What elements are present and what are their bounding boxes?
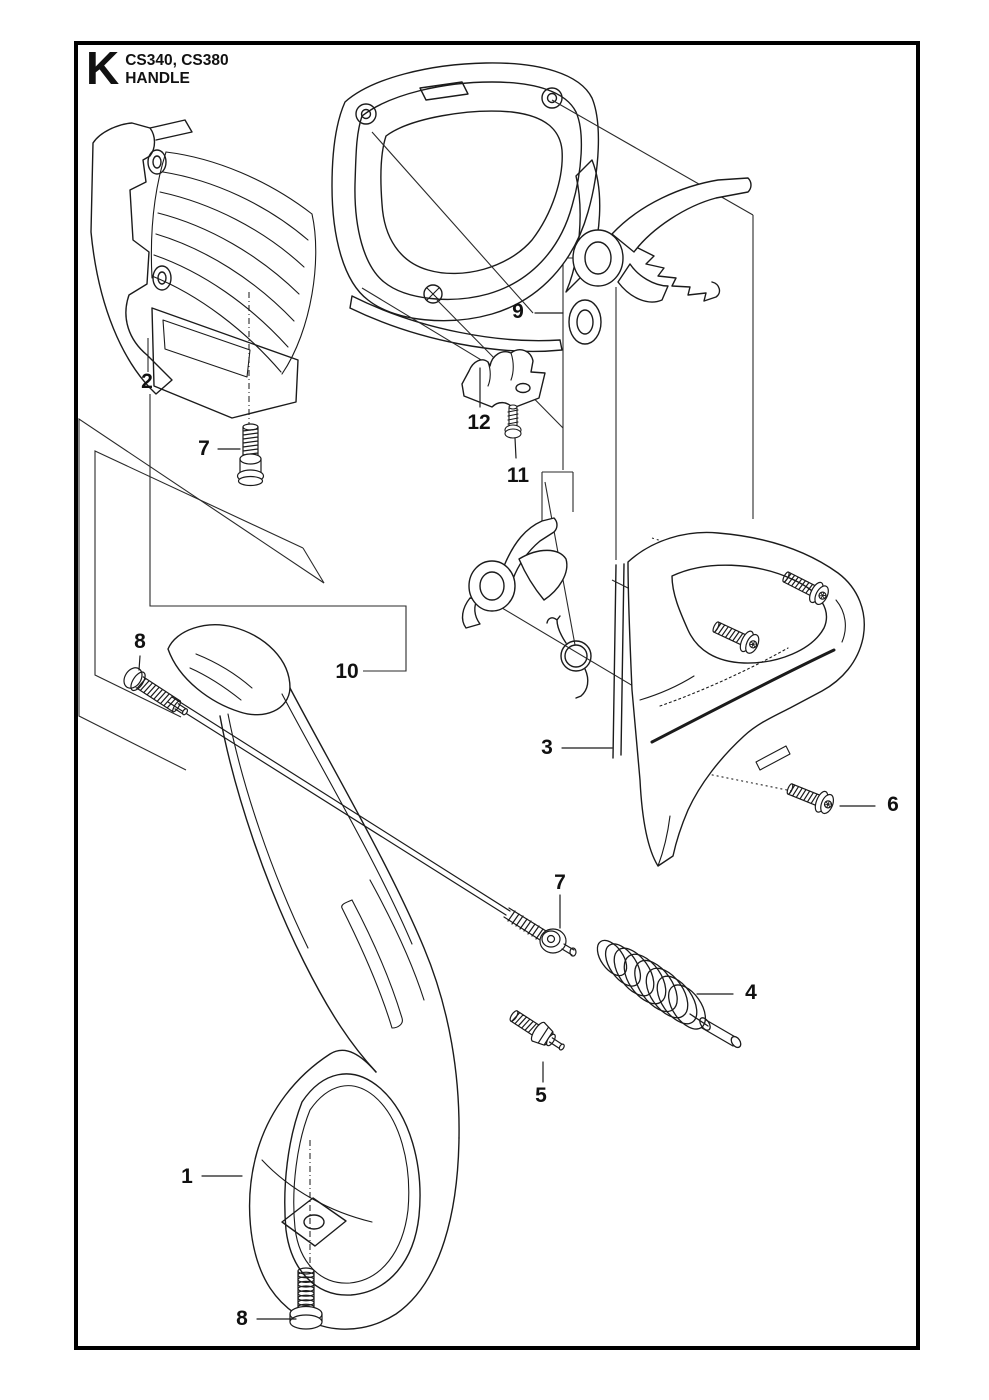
screw-7-drawing [238,424,264,486]
bolt-drawing [506,1005,570,1057]
callout-1: 1 [181,1165,193,1188]
callout-6: 6 [887,793,899,816]
callout-7b: 7 [554,871,566,894]
top-cover-drawing [332,63,601,351]
section-letter: K [86,42,119,94]
callout-11: 11 [506,464,530,487]
coil-spring-drawing [592,935,743,1049]
callout-9: 9 [512,300,524,323]
callout-8b: 8 [236,1307,248,1330]
clamp-screw-drawing [505,405,521,438]
callout-5: 5 [535,1084,547,1107]
callout-10: 10 [335,660,359,683]
callout-12: 12 [467,411,491,434]
screw-6-bottom-icon [784,778,836,816]
callout-3: 3 [541,736,553,759]
throttle-rod-drawing [168,697,576,956]
wire-clamp-drawing [462,350,545,408]
handle-housing-drawing [91,120,316,418]
callout-7a: 7 [198,437,210,460]
section-title: HANDLE [125,69,190,87]
lockout-lever-drawing [463,518,567,628]
callout-4: 4 [745,981,757,1004]
model-names: CS340, CS380 [125,52,229,69]
callout-2: 2 [141,370,153,393]
screw-8-bottom-drawing [290,1268,322,1329]
front-handle-drawing [168,625,459,1329]
callout-8a: 8 [134,630,146,653]
rear-handle-drawing [613,532,864,866]
